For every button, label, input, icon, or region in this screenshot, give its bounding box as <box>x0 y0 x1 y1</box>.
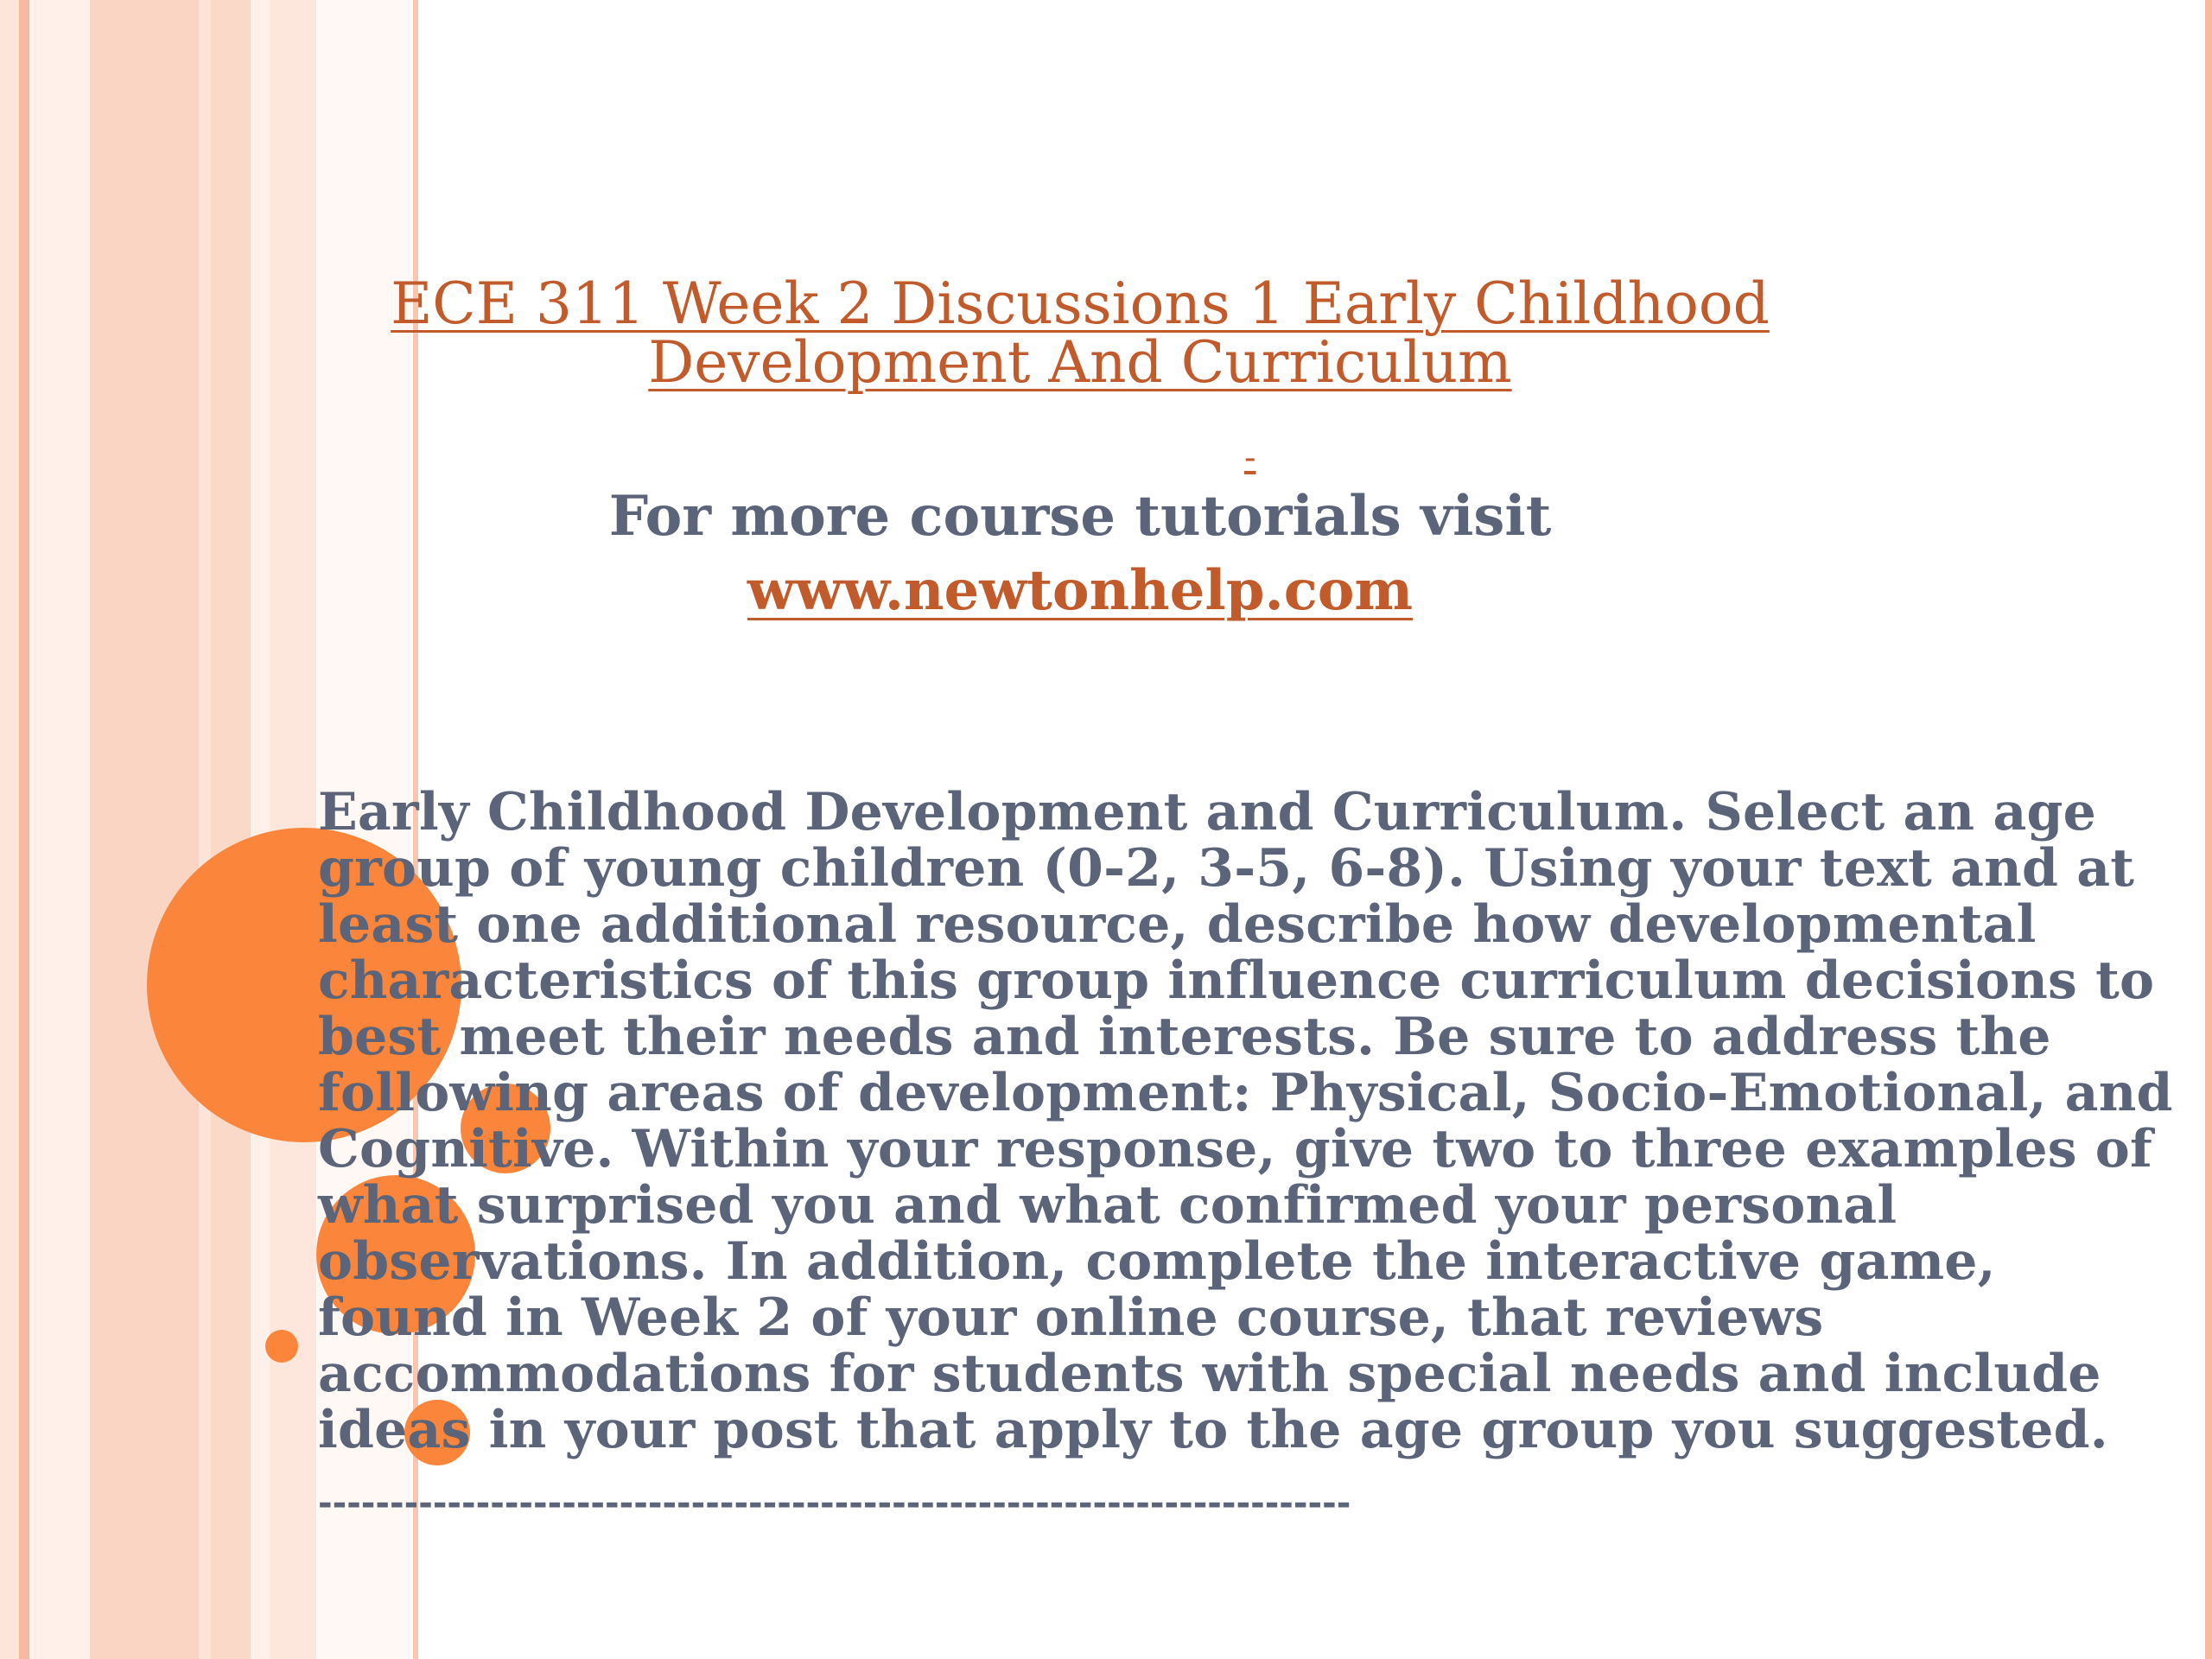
divider-line: ------------------------------------------------------------------------ <box>318 1486 1351 1521</box>
website-link[interactable]: www.newtonhelp.com <box>747 558 1414 623</box>
assignment-description: Early Childhood Development and Curriculum. Select an age group of young children (0-2, 3-5, 6-8). Using your text and at least one additional resource, describe how developmental characteristics of this group influence curriculum decisions to best meet their needs and interests. Be sure to address the following areas of development: Physical, Socio-Emotional, and Cognitive. Within your response, give two to three examples of what surprised you and what confirmed your personal observations. In addition, complete the interactive game, found in Week 2 of your online course, that reviews accommodations for students with special needs and include ideas in your post that apply to the age group you suggested. <box>318 782 2173 1460</box>
tiny-circle <box>265 1330 298 1363</box>
title-link[interactable]: ECE 311 Week 2 Discussions 1 Early Childhood Development And Curriculum <box>391 270 1770 396</box>
dash-link[interactable]: - <box>1244 438 1256 478</box>
visit-text: For more course tutorials visit <box>608 484 1552 549</box>
